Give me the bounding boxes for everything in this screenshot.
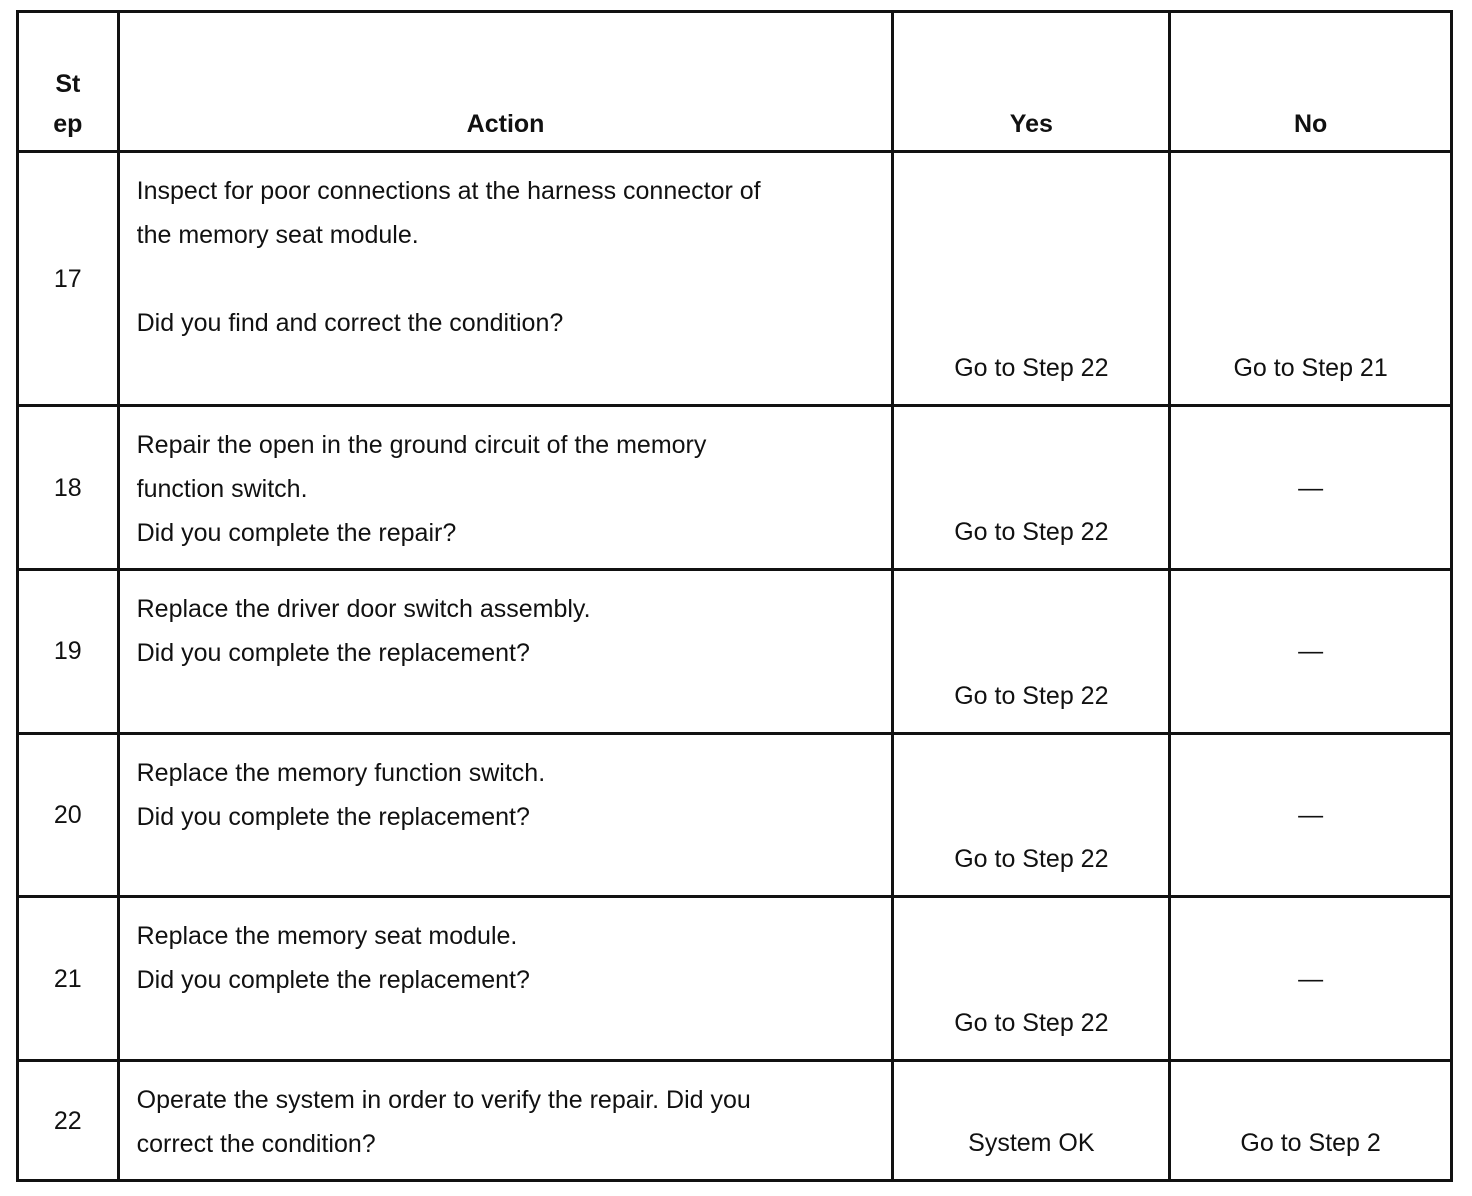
header-row [18, 12, 1452, 152]
action-cell [118, 570, 893, 734]
action-cell [118, 1061, 893, 1181]
table-row [18, 1061, 1452, 1181]
step-number: 21 [18, 897, 119, 1061]
header-step-line2: ep [53, 110, 83, 139]
yes-cell: System OK [893, 1061, 1170, 1181]
action-cell [118, 733, 893, 897]
action-line: Replace the memory function switch. [136, 758, 546, 787]
table-row [18, 897, 1452, 1061]
action-question: Did you complete the replacement? [136, 639, 530, 668]
action-question: Did you complete the repair? [136, 519, 457, 548]
action-question: Did you complete the replacement? [136, 966, 530, 995]
step-number: 19 [18, 570, 119, 734]
table-row [18, 152, 1452, 406]
action-cell [118, 897, 893, 1061]
action-line: the memory seat module. [136, 221, 419, 250]
header-action: Action [118, 12, 893, 152]
header-step-line1: St [55, 70, 81, 99]
action-line: function switch. [136, 475, 308, 504]
header-yes: Yes [893, 12, 1170, 152]
table-row [18, 406, 1452, 570]
yes-cell: Go to Step 22 [893, 152, 1170, 406]
action-cell [118, 406, 893, 570]
diagnostic-table [16, 10, 1453, 1182]
yes-cell: Go to Step 22 [893, 897, 1170, 1061]
no-cell: Go to Step 21 [1170, 152, 1452, 406]
action-cell [118, 152, 893, 406]
action-line: Replace the driver door switch assembly. [136, 595, 591, 624]
yes-cell: Go to Step 22 [893, 570, 1170, 734]
action-line: Replace the memory seat module. [136, 922, 518, 951]
header-step [18, 12, 119, 152]
header-no: No [1170, 12, 1452, 152]
action-line: Inspect for poor connections at the harness connector of [136, 177, 761, 206]
step-number: 17 [18, 152, 119, 406]
step-number: 20 [18, 733, 119, 897]
no-cell: — [1170, 897, 1452, 1061]
table-row [18, 733, 1452, 897]
no-cell: Go to Step 2 [1170, 1061, 1452, 1181]
step-number: 22 [18, 1061, 119, 1181]
yes-cell: Go to Step 22 [893, 733, 1170, 897]
action-line: Repair the open in the ground circuit of the memory [136, 431, 707, 460]
step-number: 18 [18, 406, 119, 570]
no-cell: — [1170, 406, 1452, 570]
action-line: correct the condition? [136, 1130, 376, 1159]
action-line: Operate the system in order to verify the repair. Did you [136, 1086, 751, 1115]
no-cell: — [1170, 570, 1452, 734]
action-question: Did you find and correct the condition? [136, 309, 564, 338]
yes-cell: Go to Step 22 [893, 406, 1170, 570]
table-row [18, 570, 1452, 734]
action-question: Did you complete the replacement? [136, 802, 530, 831]
no-cell: — [1170, 733, 1452, 897]
